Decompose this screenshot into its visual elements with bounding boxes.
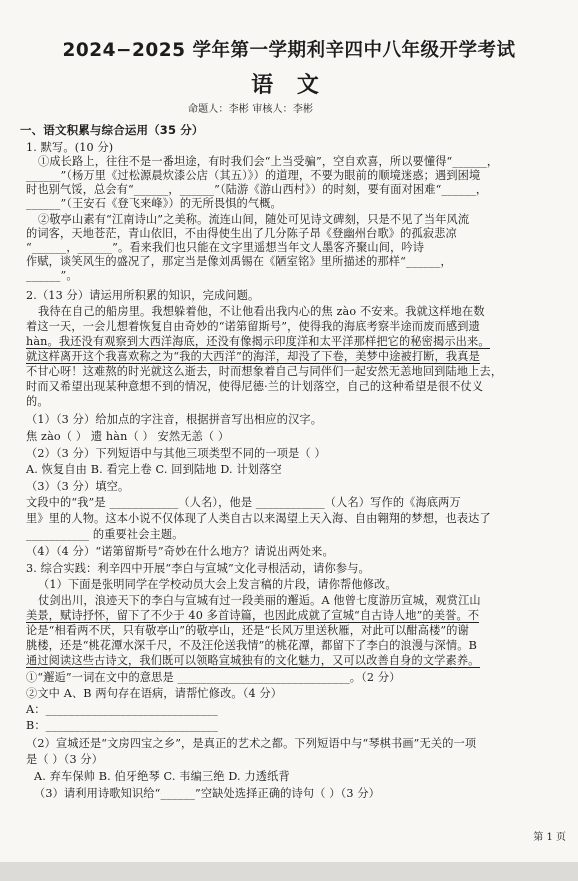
q2-passage-line: hàn。我还没有观察到大西洋海底，还没有像揭示印度洋和太平洋那样把它的秘密揭示出来。 <box>26 335 490 348</box>
viewer-bottom-bar <box>0 862 578 881</box>
q3-passage-line: 仗剑出川，浪迹天下的李白与宣城有过一段美丽的邂逅。A 他曾七度游历宣城，观赏江山 <box>38 594 481 607</box>
q2-passage-line: 的。 <box>26 395 49 408</box>
q2-sub3: （3）（3 分）填空。 <box>26 480 130 493</box>
q1-line: ______”。 <box>26 269 78 282</box>
exam-title: 2024−2025 学年第一学期利辛四中八年级开学考试 <box>62 40 516 61</box>
q2-passage-line: 着这一天，一会儿想着恢复自由奇妙的“诺第留斯号”，使得我的海底考察半途而废而感到遗 <box>26 320 480 333</box>
q2-sub3-line: 文段中的“我”是 ____________（人名），他是 ____________（人名）写作的《海底两万 <box>26 496 461 509</box>
q2-sub4: （4）（4 分）“诺第留斯号”奇妙在什么地方？请说出两处来。 <box>26 545 334 558</box>
q3-sub1: （1）下面是张明同学在学校动员大会上发言稿的片段，请你帮他修改。 <box>38 578 397 591</box>
q2-passage-line: 就这样离开这个我喜欢称之为“我的大西洋”的海洋，却没了下卷，美梦中途被打断，我真是 <box>26 350 480 363</box>
q1-line: 的词客，天地苍茫，青山依旧，不由得使生出了几分陈子昂《登幽州台歌》的孤寂悲凉 <box>26 227 457 240</box>
q3-answer-line: ②文中 A、B 两句存在语病，请帮忙修改。（4 分） <box>26 687 283 700</box>
q2-passage-line: 我待在自己的船房里。我想躲着他，不让他看出我内心的焦 zào 不安来。我就这样地在数 <box>38 305 485 318</box>
author-line: 命题人：李彬 审核人：李彬 <box>188 104 314 115</box>
q3-sub2: （2）宣城还是“文房四宝之乡”，是真正的艺术之都。下列短语中与“琴棋书画”无关的一项 <box>26 737 477 750</box>
q2-heading: 2.（13 分）请运用所积累的知识，完成问题。 <box>26 289 260 302</box>
q1-line: “______，______”。看来我们也只能在文字里遥想当年文人墨客齐聚山间，吟诗 <box>26 241 425 254</box>
q3-answer-line: ①“邂逅”一词在文中的意思是 ______________________________。（2 分） <box>26 671 401 684</box>
q1-line: 时也别气馁，总会有“______，______”（陆游《游山西村》）的时刻，要有面对困难“______， <box>26 183 488 196</box>
page-number: 第 1 页 <box>533 832 566 843</box>
q2-sub2: （2）（3 分）下列短语中与其他三项类型不同的一项是（ ） <box>26 447 326 460</box>
q1-line: ______”（王安石《登飞来峰》）的无所畏惧的气概。 <box>26 197 282 210</box>
q3-passage-line: 通过阅读这些古诗文，我们既可以领略宣城独有的文化魅力，又可以改善自身的文学素养。 <box>26 654 480 667</box>
q3-passage-line: 美景，赋诗抒怀，留下了不少于 40 多首诗篇，也因此成就了宣城“自古诗人地”的美誉。不 <box>26 609 480 622</box>
q1-heading: 1. 默写。(10 分) <box>26 141 114 154</box>
q2-sub1: （1）（3 分）给加点的字注音，根据拼音写出相应的汉字。 <box>26 413 323 426</box>
q3-passage-line: 朓楼，还是“桃花潭水深千尺，不及汪伦送我情”的桃花潭，都留下了李白的浪漫与深情。B <box>26 639 477 652</box>
q3-sub2-options: A. 弃车保帅 B. 伯牙绝琴 C. 韦编三绝 D. 力透纸背 <box>34 770 290 783</box>
q1-line: ①成长路上，往往不是一番坦途，有时我们会“上当受骗”，空自欢喜，所以要懂得“______， <box>38 155 499 168</box>
q3-passage-line: 论是“相看两不厌，只有敬亭山”的敬亭山，还是“长风万里送秋雁，对此可以酣高楼”的谢 <box>26 624 469 637</box>
q2-sub3-line: 里》里的人物。这本小说不仅体现了人类自古以来渴望上天入海、自由翱翔的梦想，也表达了 <box>26 512 491 525</box>
q2-sub3-line: ___________ 的重要社会主题。 <box>26 528 184 541</box>
q3-sub2-line: 是（ ）（3 分） <box>26 753 104 766</box>
q3-answer-line: A：______________________________ <box>26 703 218 716</box>
q2-sub2-options: A. 恢复自由 B. 看完上卷 C. 回到陆地 D. 计划落空 <box>26 463 282 476</box>
q1-line: 作赋，谈笑风生的盛况了，那定当是像刘禹锡在《陋室铭》里所描述的那样“______， <box>26 255 452 268</box>
q2-passage-line: 时而又希望出现某种意想不到的情况，使得尼德·兰的计划落空，自己的这种希望是很不仗义 <box>26 380 484 393</box>
q3-answer-line: B：______________________________ <box>26 719 219 732</box>
q3-sub3: （3）请利用诗歌知识给“______”空缺处选择正确的诗句（ ）（3 分） <box>34 787 380 800</box>
q1-line: ②敬亭山素有“江南诗山”之美称。流连山间，随处可见诗文碑刻，只是不见了当年风流 <box>38 213 470 226</box>
section-heading: 一、语文积累与综合运用（35 分） <box>20 123 204 137</box>
q3-heading: 3. 综合实践：利辛四中开展“李白与宣城”文化寻根活动，请你参与。 <box>26 562 370 575</box>
subject-title: 语 文 <box>251 73 327 98</box>
q1-line: ______”（杨万里《过松源晨炊漆公店（其五）》）的道理，不要为眼前的顺境迷惑；遇到困境 <box>26 169 481 182</box>
q2-sub1-options: 焦 zào（ ） 遗 hàn（ ） 安然无恙（ ） <box>26 430 230 443</box>
q2-passage-line: 不甘心呀！这难熬的时光就这么逝去，时而想象着自己与同伴们一起安然无恙地回到陆地上去， <box>26 365 503 378</box>
